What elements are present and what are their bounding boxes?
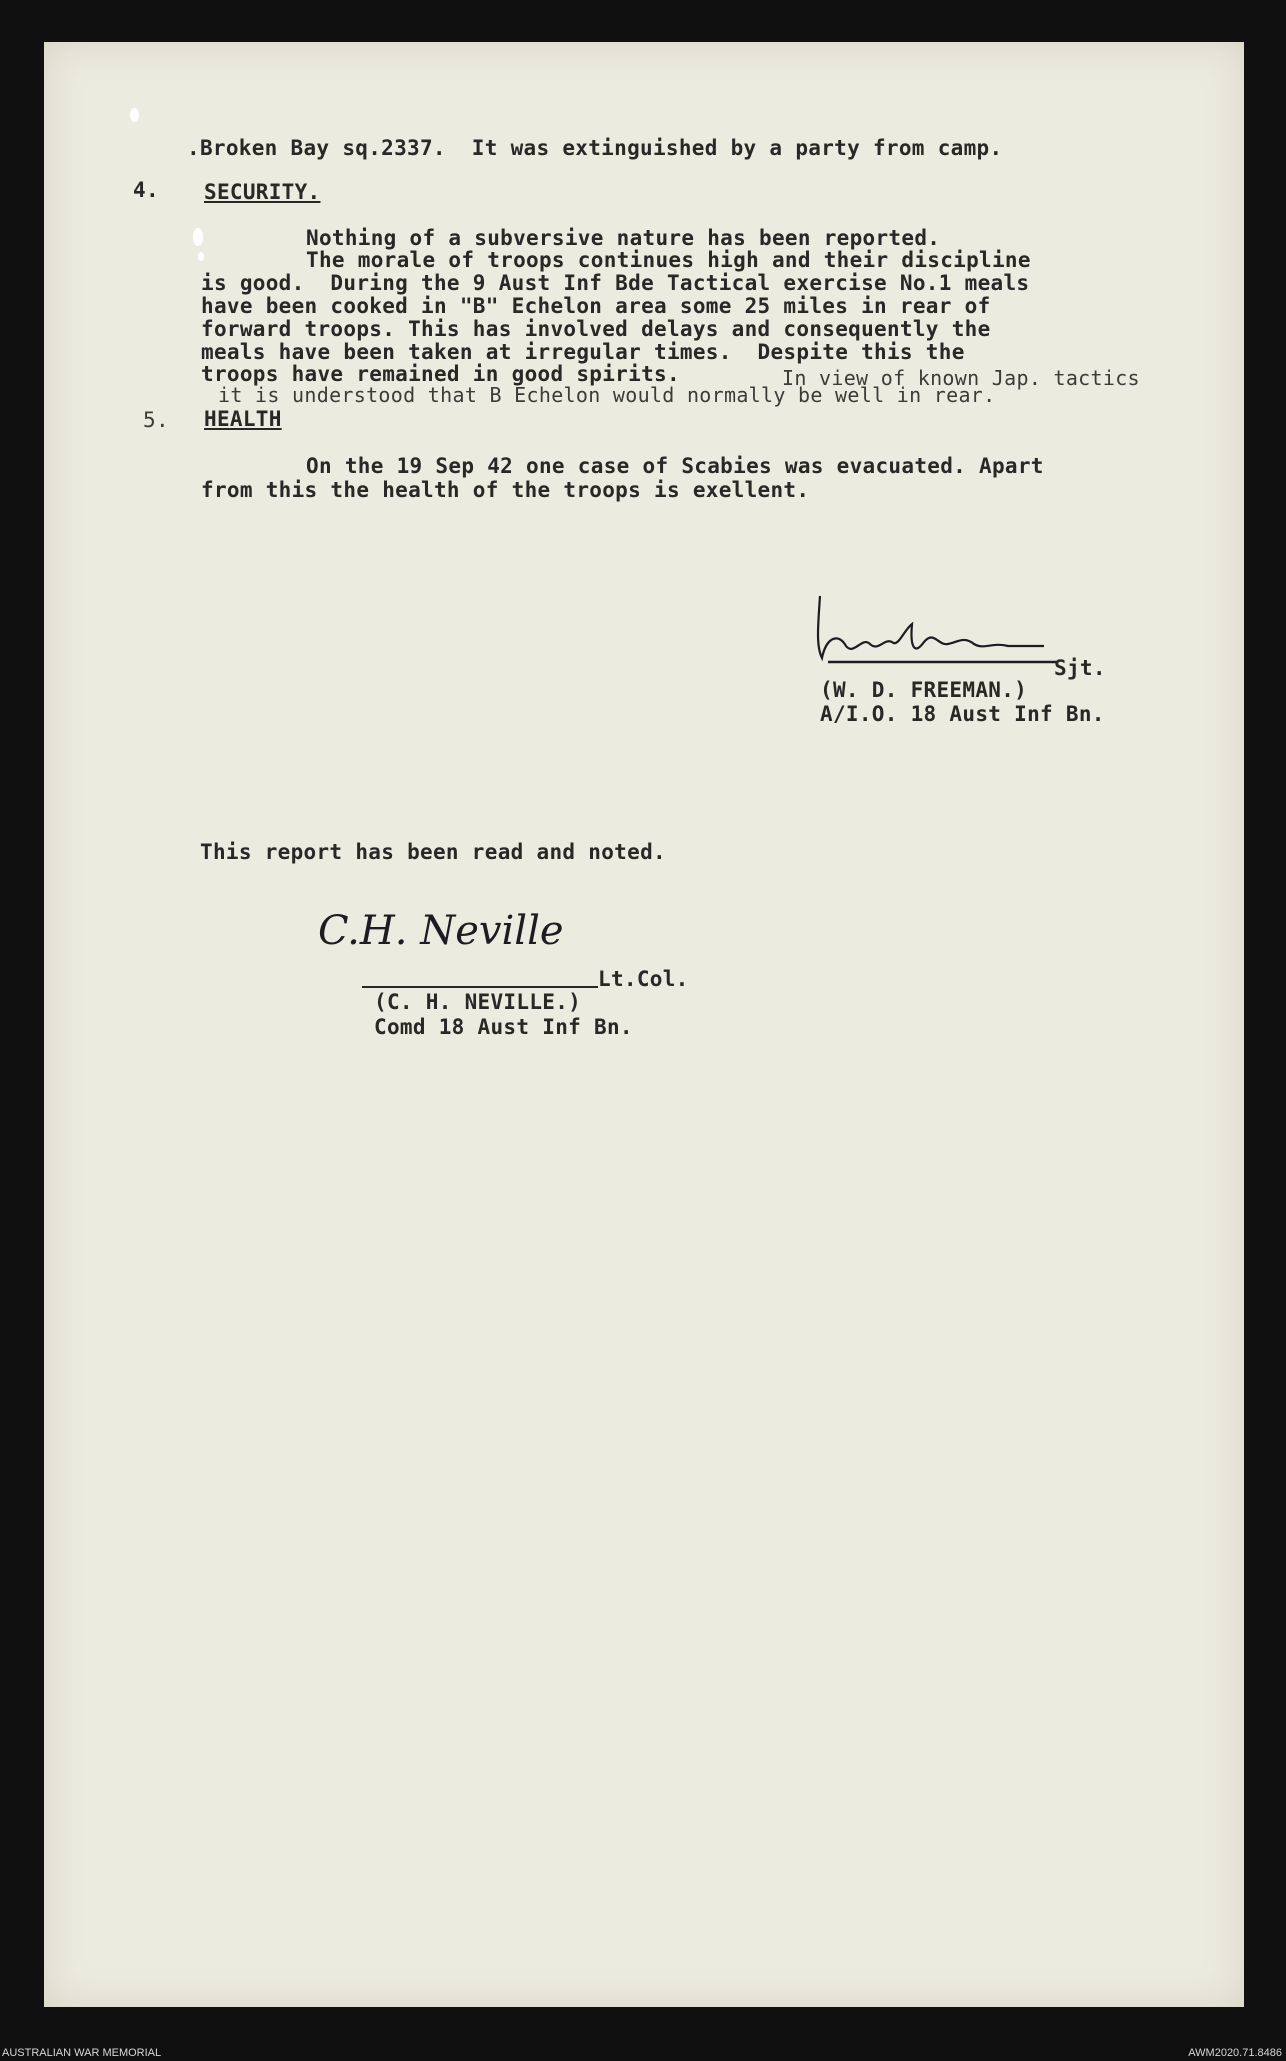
section-4-line: have been cooked in "B" Echelon area some 25 miles in rear of (201, 294, 991, 318)
section-4-line: Nothing of a subversive nature has been reported. (306, 226, 941, 250)
punch-hole (193, 228, 203, 246)
section-4-line: troops have remained in good spirits. (201, 362, 680, 386)
section-5-number: 5. (143, 408, 169, 432)
signature-2-name: (C. H. NEVILLE.) (374, 990, 582, 1014)
section-4-heading: SECURITY. (204, 180, 321, 204)
punch-hole (130, 108, 139, 122)
freeman-signature (808, 586, 1058, 676)
signature-line (362, 986, 598, 988)
neville-signature (314, 898, 614, 958)
section-5-heading: HEALTH (204, 407, 282, 431)
section-4-line: meals have been taken at irregular times. Despite this the (201, 340, 965, 364)
signature-2-title: Comd 18 Aust Inf Bn. (374, 1015, 633, 1039)
section-4-number: 4. (133, 178, 159, 202)
section-4-line: is good. During the 9 Aust Inf Bde Tactical exercise No.1 meals (201, 271, 1030, 295)
footer-right: AWM2020.71.8486 (1188, 2047, 1282, 2059)
section-4-line: forward troops. This has involved delays and consequently the (201, 317, 991, 341)
svg-text:C.H. Neville: C.H. Neville (318, 908, 564, 954)
signature-1-name: (W. D. FREEMAN.) (820, 678, 1028, 702)
section-5-line: On the 19 Sep 42 one case of Scabies was evacuated. Apart (306, 454, 1044, 478)
footer-left: AUSTRALIAN WAR MEMORIAL (2, 2047, 162, 2059)
signature-1-rank: Sjt. (1054, 656, 1106, 680)
signature-2-rank: Lt.Col. (598, 967, 689, 991)
opening-line: .Broken Bay sq.2337. It was extinguished by a party from camp. (187, 136, 1003, 160)
section-5-line: from this the health of the troops is exellent. (201, 478, 810, 502)
section-4-insert: In view of known Jap. tactics (782, 366, 1140, 390)
punch-hole (198, 252, 204, 261)
noted-statement: This report has been read and noted. (200, 840, 666, 864)
section-4-line: The morale of troops continues high and their discipline (306, 248, 1031, 272)
signature-1-title: A/I.O. 18 Aust Inf Bn. (820, 702, 1105, 726)
section-4-insert: it is understood that B Echelon would normally be well in rear. (218, 383, 996, 407)
